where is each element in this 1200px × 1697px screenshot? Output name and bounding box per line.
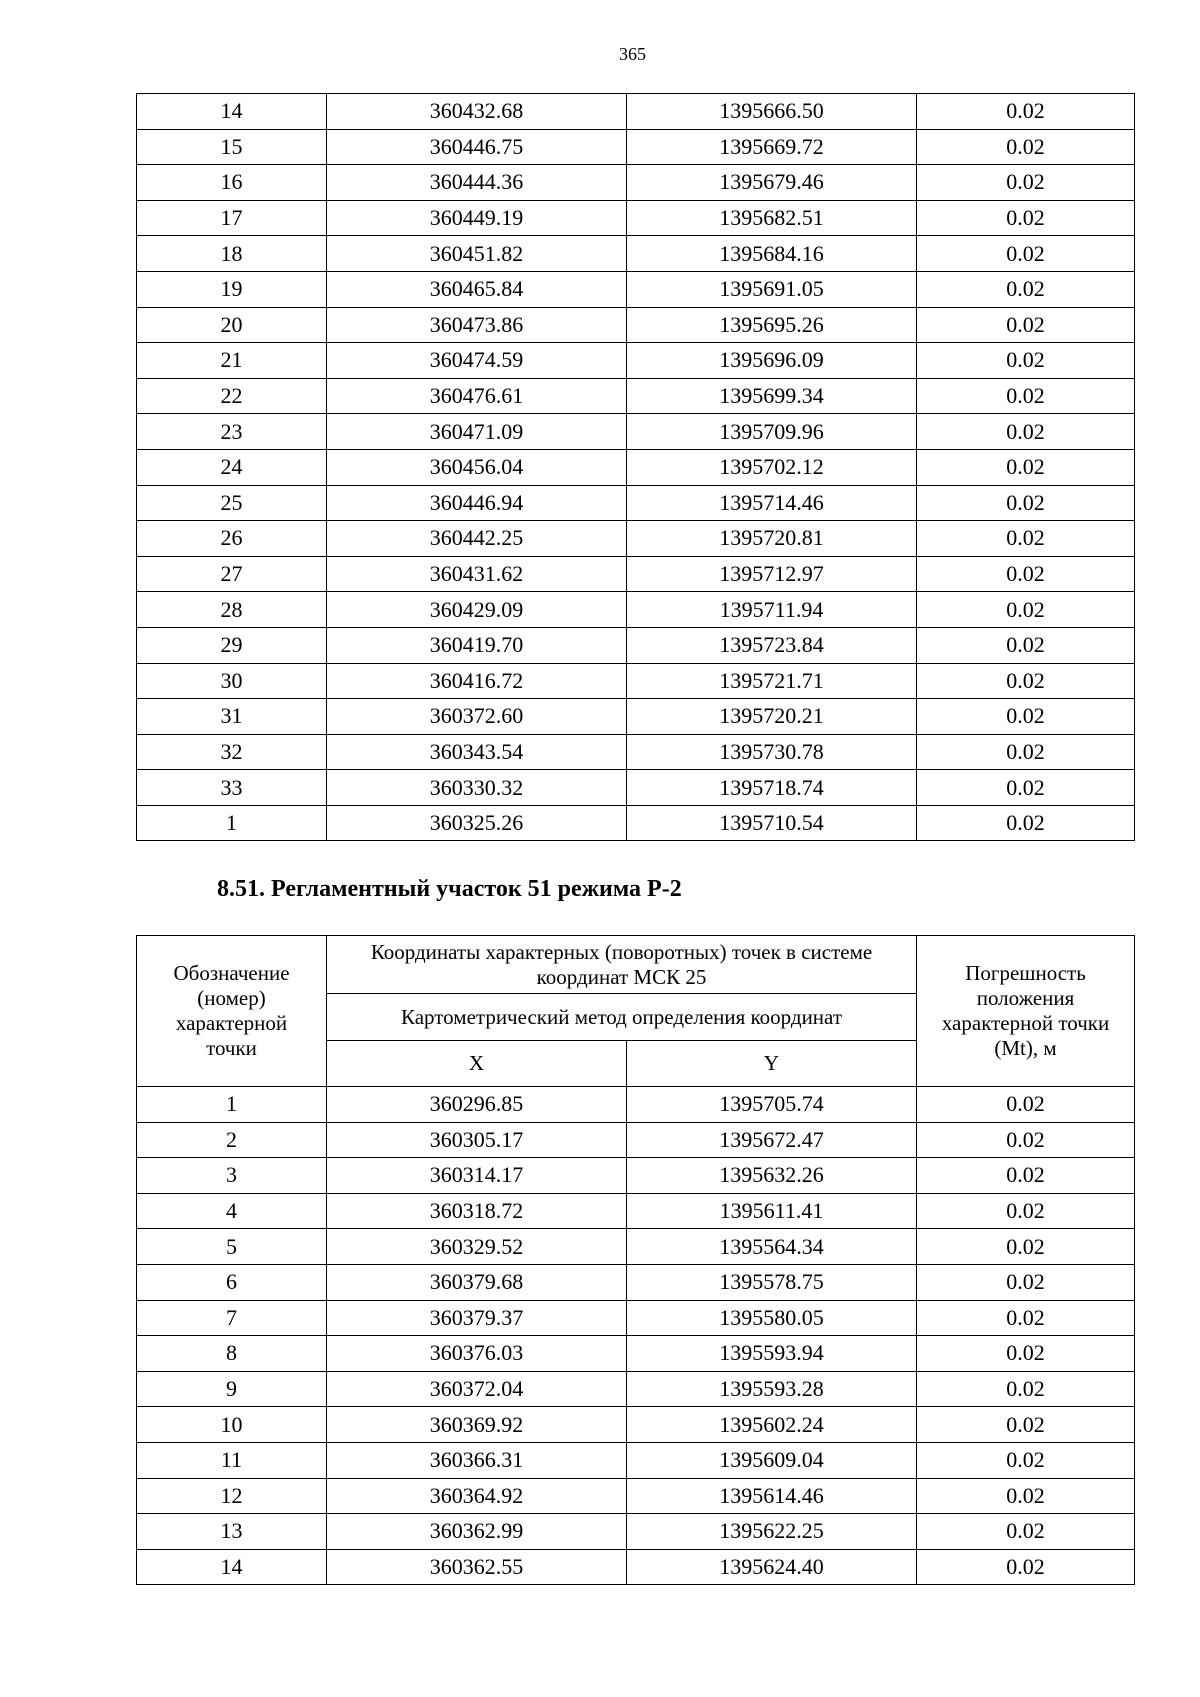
table-row	[137, 129, 1135, 165]
table-row	[137, 805, 1135, 841]
cell-point-number: 29	[137, 627, 327, 663]
cell-y: 1395578.75	[627, 1264, 917, 1300]
cell-y: 1395593.94	[627, 1336, 917, 1372]
table-row	[137, 770, 1135, 806]
cell-x: 360362.99	[327, 1514, 627, 1550]
cell-point-number: 14	[137, 94, 327, 130]
cell-error: 0.02	[917, 165, 1135, 201]
table-row	[137, 1087, 1135, 1123]
table-row	[137, 236, 1135, 272]
table-row	[137, 485, 1135, 521]
table-row	[137, 165, 1135, 201]
cell-point-number: 9	[137, 1371, 327, 1407]
cell-point-number: 13	[137, 1514, 327, 1550]
cell-point-number: 26	[137, 521, 327, 557]
cell-error: 0.02	[917, 1478, 1135, 1514]
cell-x: 360429.09	[327, 592, 627, 628]
cell-x: 360379.68	[327, 1264, 627, 1300]
cell-y: 1395666.50	[627, 94, 917, 130]
cell-x: 360364.92	[327, 1478, 627, 1514]
cell-x: 360305.17	[327, 1122, 627, 1158]
cell-error: 0.02	[917, 449, 1135, 485]
cell-point-number: 5	[137, 1229, 327, 1265]
table-row	[137, 1371, 1135, 1407]
cell-error: 0.02	[917, 1514, 1135, 1550]
cell-x: 360372.04	[327, 1371, 627, 1407]
cell-y: 1395696.09	[627, 343, 917, 379]
cell-x: 360330.32	[327, 770, 627, 806]
cell-y: 1395723.84	[627, 627, 917, 663]
cell-y: 1395711.94	[627, 592, 917, 628]
cell-point-number: 22	[137, 378, 327, 414]
cell-x: 360372.60	[327, 699, 627, 735]
cell-y: 1395622.25	[627, 1514, 917, 1550]
coordinates-table-continued	[136, 93, 1135, 841]
cell-y: 1395720.21	[627, 699, 917, 735]
cell-y: 1395593.28	[627, 1371, 917, 1407]
table-row	[137, 663, 1135, 699]
cell-point-number: 7	[137, 1300, 327, 1336]
cell-x: 360376.03	[327, 1336, 627, 1372]
table-row	[137, 94, 1135, 130]
table-row	[137, 1158, 1135, 1194]
cell-error: 0.02	[917, 1442, 1135, 1478]
cell-y: 1395672.47	[627, 1122, 917, 1158]
table-row	[137, 734, 1135, 770]
table-row	[137, 592, 1135, 628]
section-title: 8.51. Регламентный участок 51 режима Р-2	[217, 876, 682, 902]
cell-x: 360473.86	[327, 307, 627, 343]
table-row	[137, 1442, 1135, 1478]
table-row	[137, 449, 1135, 485]
cell-error: 0.02	[917, 1229, 1135, 1265]
cell-point-number: 19	[137, 271, 327, 307]
cell-error: 0.02	[917, 343, 1135, 379]
cell-x: 360343.54	[327, 734, 627, 770]
cell-point-number: 27	[137, 556, 327, 592]
cell-error: 0.02	[917, 521, 1135, 557]
cell-error: 0.02	[917, 592, 1135, 628]
cell-x: 360446.94	[327, 485, 627, 521]
cell-point-number: 24	[137, 449, 327, 485]
cell-point-number: 17	[137, 200, 327, 236]
table-row	[137, 1264, 1135, 1300]
cell-x: 360456.04	[327, 449, 627, 485]
header-point-number: Обозначение (номер) характерной точки	[137, 936, 327, 1087]
cell-x: 360449.19	[327, 200, 627, 236]
cell-error: 0.02	[917, 1193, 1135, 1229]
cell-error: 0.02	[917, 805, 1135, 841]
cell-error: 0.02	[917, 1336, 1135, 1372]
table-row	[137, 1300, 1135, 1336]
cell-y: 1395699.34	[627, 378, 917, 414]
cell-y: 1395714.46	[627, 485, 917, 521]
table-row	[137, 200, 1135, 236]
table-row	[137, 1122, 1135, 1158]
cell-point-number: 4	[137, 1193, 327, 1229]
cell-error: 0.02	[917, 1549, 1135, 1585]
cell-x: 360444.36	[327, 165, 627, 201]
cell-point-number: 1	[137, 1087, 327, 1123]
cell-y: 1395564.34	[627, 1229, 917, 1265]
cell-point-number: 33	[137, 770, 327, 806]
table-row	[137, 1229, 1135, 1265]
cell-y: 1395705.74	[627, 1087, 917, 1123]
header-x: X	[327, 1041, 627, 1087]
cell-point-number: 10	[137, 1407, 327, 1443]
table-row	[137, 343, 1135, 379]
coordinates-table	[136, 935, 1135, 1585]
cell-y: 1395684.16	[627, 236, 917, 272]
cell-error: 0.02	[917, 1087, 1135, 1123]
cell-x: 360476.61	[327, 378, 627, 414]
cell-error: 0.02	[917, 200, 1135, 236]
cell-y: 1395710.54	[627, 805, 917, 841]
cell-point-number: 20	[137, 307, 327, 343]
cell-y: 1395611.41	[627, 1193, 917, 1229]
cell-point-number: 3	[137, 1158, 327, 1194]
table-row	[137, 1407, 1135, 1443]
table-row	[137, 414, 1135, 450]
cell-y: 1395709.96	[627, 414, 917, 450]
table-row	[137, 556, 1135, 592]
cell-y: 1395691.05	[627, 271, 917, 307]
cell-point-number: 16	[137, 165, 327, 201]
cell-x: 360379.37	[327, 1300, 627, 1336]
cell-x: 360369.92	[327, 1407, 627, 1443]
cell-error: 0.02	[917, 307, 1135, 343]
cell-y: 1395718.74	[627, 770, 917, 806]
cell-x: 360366.31	[327, 1442, 627, 1478]
cell-error: 0.02	[917, 414, 1135, 450]
cell-x: 360314.17	[327, 1158, 627, 1194]
cell-y: 1395702.12	[627, 449, 917, 485]
cell-x: 360325.26	[327, 805, 627, 841]
cell-point-number: 6	[137, 1264, 327, 1300]
cell-y: 1395602.24	[627, 1407, 917, 1443]
cell-y: 1395720.81	[627, 521, 917, 557]
cell-y: 1395624.40	[627, 1549, 917, 1585]
cell-x: 360296.85	[327, 1087, 627, 1123]
cell-y: 1395682.51	[627, 200, 917, 236]
cell-error: 0.02	[917, 485, 1135, 521]
cell-y: 1395730.78	[627, 734, 917, 770]
cell-y: 1395632.26	[627, 1158, 917, 1194]
cell-x: 360318.72	[327, 1193, 627, 1229]
cell-point-number: 1	[137, 805, 327, 841]
header-y: Y	[627, 1041, 917, 1087]
cell-point-number: 2	[137, 1122, 327, 1158]
table-row	[137, 378, 1135, 414]
cell-point-number: 31	[137, 699, 327, 735]
table-row	[137, 1549, 1135, 1585]
page-number: 365	[619, 44, 646, 64]
cell-x: 360474.59	[327, 343, 627, 379]
cell-error: 0.02	[917, 627, 1135, 663]
cell-error: 0.02	[917, 1264, 1135, 1300]
cell-x: 360362.55	[327, 1549, 627, 1585]
cell-x: 360446.75	[327, 129, 627, 165]
cell-x: 360451.82	[327, 236, 627, 272]
cell-error: 0.02	[917, 94, 1135, 130]
table-row	[137, 1193, 1135, 1229]
table-row	[137, 271, 1135, 307]
cell-error: 0.02	[917, 1158, 1135, 1194]
cell-y: 1395614.46	[627, 1478, 917, 1514]
cell-point-number: 8	[137, 1336, 327, 1372]
cell-x: 360329.52	[327, 1229, 627, 1265]
cell-error: 0.02	[917, 1371, 1135, 1407]
cell-point-number: 30	[137, 663, 327, 699]
cell-y: 1395609.04	[627, 1442, 917, 1478]
table-row	[137, 1478, 1135, 1514]
cell-error: 0.02	[917, 378, 1135, 414]
cell-error: 0.02	[917, 770, 1135, 806]
cell-point-number: 25	[137, 485, 327, 521]
cell-error: 0.02	[917, 271, 1135, 307]
cell-point-number: 14	[137, 1549, 327, 1585]
cell-point-number: 32	[137, 734, 327, 770]
cell-error: 0.02	[917, 236, 1135, 272]
cell-error: 0.02	[917, 1122, 1135, 1158]
header-coordinates-group: Координаты характерных (поворотных) точек в системе координат МСК 25	[327, 936, 917, 994]
cell-x: 360471.09	[327, 414, 627, 450]
cell-point-number: 18	[137, 236, 327, 272]
cell-x: 360416.72	[327, 663, 627, 699]
cell-y: 1395679.46	[627, 165, 917, 201]
table-row	[137, 1514, 1135, 1550]
header-method: Картометрический метод определения координат	[327, 994, 917, 1041]
cell-error: 0.02	[917, 699, 1135, 735]
cell-x: 360431.62	[327, 556, 627, 592]
cell-x: 360465.84	[327, 271, 627, 307]
table-row	[137, 521, 1135, 557]
table-row	[137, 307, 1135, 343]
cell-y: 1395695.26	[627, 307, 917, 343]
table-row	[137, 627, 1135, 663]
cell-y: 1395721.71	[627, 663, 917, 699]
cell-y: 1395669.72	[627, 129, 917, 165]
cell-point-number: 21	[137, 343, 327, 379]
cell-x: 360432.68	[327, 94, 627, 130]
cell-y: 1395712.97	[627, 556, 917, 592]
header-position-error: Погрешность положения характерной точки (Mt), м	[917, 936, 1135, 1087]
cell-x: 360442.25	[327, 521, 627, 557]
cell-point-number: 15	[137, 129, 327, 165]
cell-point-number: 28	[137, 592, 327, 628]
table-row	[137, 699, 1135, 735]
cell-point-number: 12	[137, 1478, 327, 1514]
cell-error: 0.02	[917, 1300, 1135, 1336]
table-row	[137, 1336, 1135, 1372]
cell-error: 0.02	[917, 556, 1135, 592]
cell-error: 0.02	[917, 734, 1135, 770]
cell-error: 0.02	[917, 663, 1135, 699]
cell-error: 0.02	[917, 129, 1135, 165]
cell-y: 1395580.05	[627, 1300, 917, 1336]
cell-point-number: 11	[137, 1442, 327, 1478]
cell-x: 360419.70	[327, 627, 627, 663]
cell-error: 0.02	[917, 1407, 1135, 1443]
cell-point-number: 23	[137, 414, 327, 450]
